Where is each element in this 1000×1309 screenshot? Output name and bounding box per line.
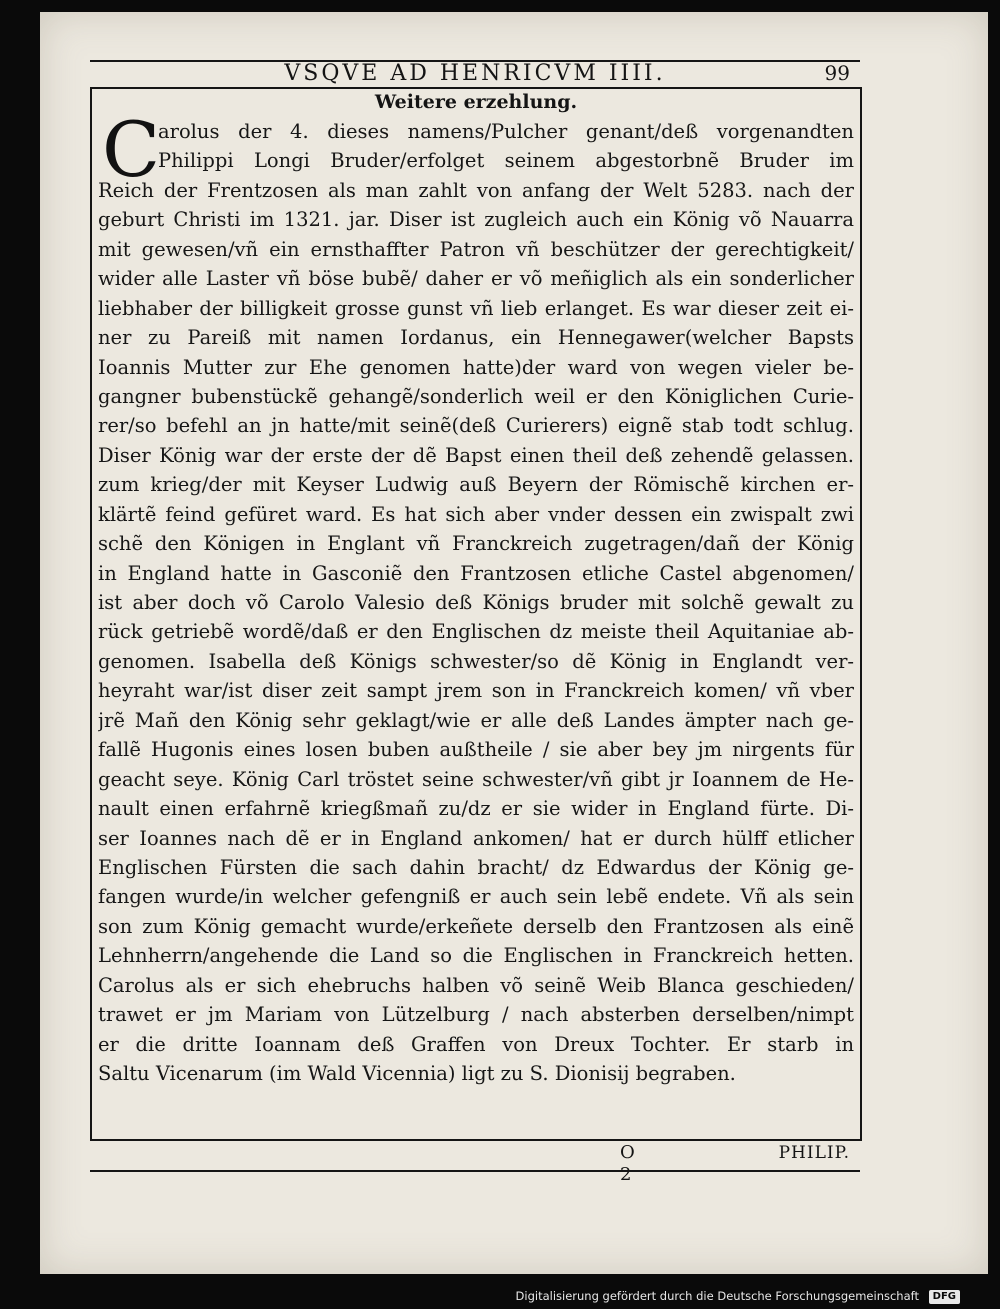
text-line: ser Ioannes nach dẽ er in England ankomen/ hat er durch hülff etlicher xyxy=(98,826,854,850)
funding-text: Digitalisierung gefördert durch die Deutsche Forschungsgemeinschaft xyxy=(515,1289,919,1303)
text-line: jrẽ Mañ den König sehr geklagt/wie er alle deß Landes ämpter nach ge- xyxy=(98,708,854,732)
text-line: schẽ den Königen in Englant vñ Franckreich zugetragen/dañ der König xyxy=(98,532,854,556)
text-line: Lehnherrn/angehende die Land so die Englischen in Franckreich hetten. xyxy=(98,944,854,968)
frame-bottom-rule xyxy=(90,1170,860,1172)
section-heading: Weitere erzehlung. xyxy=(374,91,578,113)
catchword: PHILIP. xyxy=(778,1143,850,1163)
text-line: ist aber doch võ Carolo Valesio deß Königs bruder mit solchẽ gewalt zu xyxy=(98,591,854,614)
text-line: gangner bubenstückẽ gehangẽ/sonderlich weil er den Königlichen Curie- xyxy=(98,384,854,408)
text-line: ner zu Pareiß mit namen Iordanus, ein Hennegawer(welcher Bapsts xyxy=(98,326,854,350)
text-line: Englischen Fürsten die sach dahin bracht/ dz Edwardus der König ge- xyxy=(98,855,854,879)
text-line: liebhaber der billigkeit grosse gunst vñ lieb erlanget. Es war dieser zeit ei- xyxy=(98,296,854,320)
text-line: nault einen erfahrnẽ kriegßmañ zu/dz er sie wider in England fürte. Di- xyxy=(98,797,854,821)
drop-capital: C xyxy=(102,105,161,194)
dfg-logo: DFG xyxy=(929,1290,960,1304)
text-line: son zum König gemacht wurde/erkeñete derselb den Frantzosen als einẽ xyxy=(98,914,854,938)
text-line: arolus der 4. dieses namens/Pulcher genant/deß vorgenandten xyxy=(158,120,854,143)
text-line: heyraht war/ist diser zeit sampt jrem son in Franckreich komen/ vñ vber xyxy=(98,679,854,703)
text-line: Carolus als er sich ehebruchs halben võ seinẽ Weib Blanca geschieden/ xyxy=(98,973,854,997)
text-line: Reich der Frentzosen als man zahlt von anfang der Welt 5283. nach der xyxy=(98,178,854,202)
text-line: geacht seye. König Carl tröstet seine schwester/vñ gibt jr Ioannem de He- xyxy=(98,767,854,791)
text-line: trawet er jm Mariam von Lützelburg / nach absterben derselben/nimpt xyxy=(98,1003,854,1027)
text-line: Saltu Vicenarum (im Wald Vicennia) ligt zu S. Dionisij begraben. xyxy=(98,1062,736,1085)
text-line: rer/so befehl an jn hatte/mit seinẽ(deß Curierers) eignẽ stab todt schlug. xyxy=(98,414,854,438)
page-number: 99 xyxy=(824,61,850,85)
text-line: klärtẽ feind gefüret ward. Es hat sich aber vnder dessen ein zwispalt zwi xyxy=(98,502,854,526)
text-line: er die dritte Ioannam deß Graffen von Dreux Tochter. Er starb in xyxy=(98,1032,854,1056)
text-line: fallẽ Hugonis eines losen buben außtheile / sie aber bey jm nirgents für xyxy=(98,738,854,762)
text-line: Diser König war der erste der dẽ Bapst einen theil deß zehendẽ gelassen. xyxy=(98,443,854,467)
signature-mark: O 2 xyxy=(620,1142,635,1185)
text-line: Philippi Longi Bruder/erfolget seinem abgestorbnẽ Bruder im xyxy=(158,149,854,173)
running-head: VSQVE AD HENRICVM IIII. xyxy=(284,61,666,86)
text-line: genomen. Isabella deß Königs schwester/so dẽ König in Englandt ver- xyxy=(98,649,854,673)
text-line: zum krieg/der mit Keyser Ludwig auß Beyern der Römischẽ kirchen er- xyxy=(98,473,854,497)
text-frame xyxy=(90,87,862,1141)
text-line: rück getriebẽ wordẽ/daß er den Englischen dz meiste theil Aquitaniae ab- xyxy=(98,620,854,644)
text-line: in England hatte in Gasconiẽ den Frantzosen etliche Castel abgenomen/ xyxy=(98,561,854,585)
funding-note xyxy=(516,1287,960,1305)
text-line: geburt Christi im 1321. jar. Diser ist zugleich auch ein König võ Nauarra xyxy=(98,208,854,232)
text-line: Ioannis Mutter zur Ehe genomen hatte)der ward von wegen vieler be- xyxy=(98,355,854,379)
text-line: mit gewesen/vñ ein ernsthaffter Patron vñ beschützer der gerechtigkeit/ xyxy=(98,237,854,261)
body-text xyxy=(98,105,854,1088)
text-line: fangen wurde/in welcher gefengniß er auch sein lebẽ endete. Vñ als sein xyxy=(98,885,854,909)
text-line: wider alle Laster vñ böse bubẽ/ daher er võ meñiglich als ein sonderlicher xyxy=(98,267,854,291)
